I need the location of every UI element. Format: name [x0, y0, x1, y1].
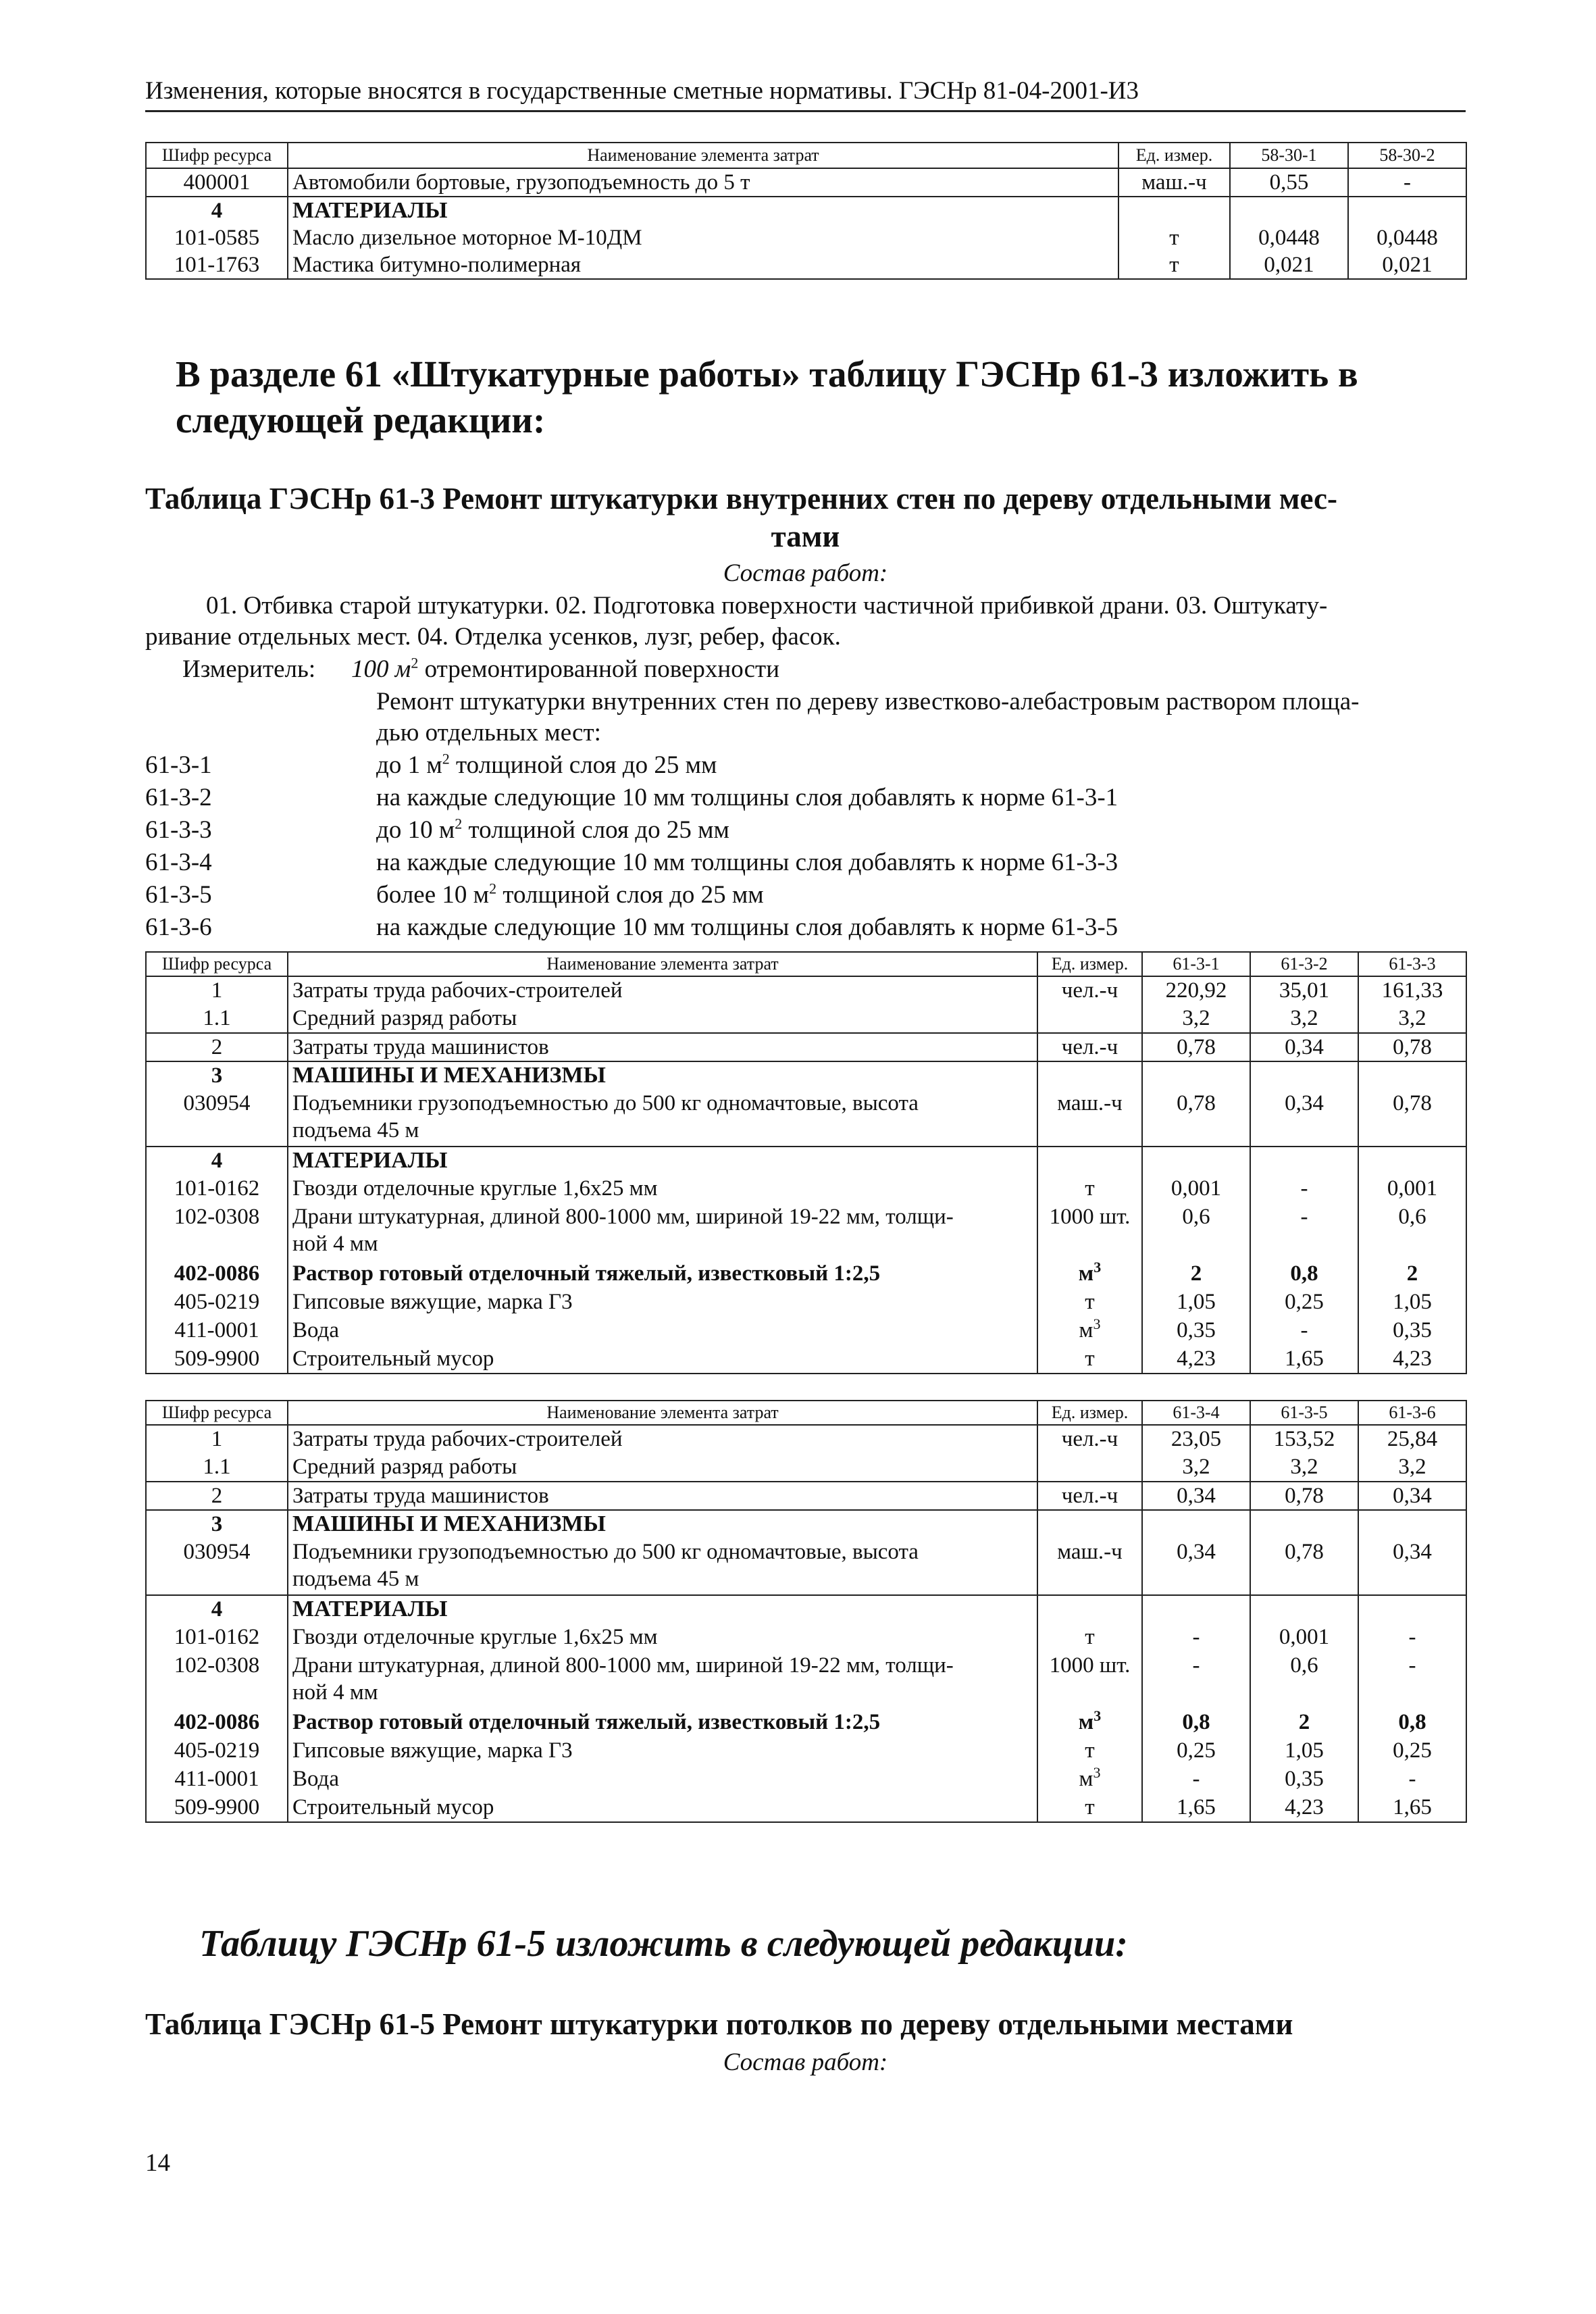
- norm-description: [376, 847, 1118, 878]
- resource-name-line: ной 4 мм: [292, 1680, 378, 1705]
- resource-code: 405-0219: [146, 1288, 288, 1317]
- resource-code: 402-0086: [146, 1260, 288, 1288]
- empty-cell: [1358, 1510, 1466, 1538]
- norm-text: до 1 м: [376, 751, 442, 779]
- running-header: Изменения, которые вносятся в государственные сметные нормативы. ГЭСНр 81-04-2001-И3: [145, 77, 1139, 105]
- table-row: [146, 1624, 1466, 1652]
- resource-value: 0,001: [1142, 1175, 1250, 1203]
- resource-value: 4,23: [1358, 1345, 1466, 1374]
- col-header-unit: Ед. измер.: [1037, 1401, 1142, 1425]
- col-header-name: Наименование элемента затрат: [288, 1401, 1037, 1425]
- empty-cell: [1037, 1147, 1142, 1175]
- section-title: МАТЕРИАЛЫ: [288, 1595, 1037, 1624]
- table-row: [146, 1288, 1466, 1317]
- resource-code: 2: [146, 1033, 288, 1061]
- norms-intro: Ремонт штукатурки внутренних стен по дереву известково-алебастровым раствором площа-: [376, 688, 1360, 715]
- superscript: 3: [1093, 1709, 1102, 1724]
- norm-text: толщиной слоя до 25 мм: [449, 751, 717, 779]
- unit-text: м: [1079, 1318, 1093, 1342]
- resource-name: Затраты труда машинистов: [288, 1482, 1037, 1510]
- norm-text: более 10 м: [376, 881, 490, 909]
- resource-name: Раствор готовый отделочный тяжелый, известковый 1:2,5: [288, 1709, 1037, 1737]
- table-title: Таблица ГЭСНр 61-3 Ремонт штукатурки внутренних стен по дереву отдельными мес-: [145, 482, 1338, 515]
- resource-unit: чел.-ч: [1037, 1482, 1142, 1510]
- table-row: [146, 1175, 1466, 1203]
- table-row: [146, 1203, 1466, 1260]
- resource-value: 0,6: [1358, 1203, 1466, 1260]
- resource-value: -: [1142, 1624, 1250, 1652]
- table-row: [146, 1260, 1466, 1288]
- resource-name: Гвозди отделочные круглые 1,6х25 мм: [288, 1624, 1037, 1652]
- empty-cell: [1250, 1061, 1358, 1090]
- section-title: МАШИНЫ И МЕХАНИЗМЫ: [288, 1061, 1037, 1090]
- composition-label: Состав работ:: [723, 2048, 888, 2076]
- table-row: [146, 1765, 1466, 1794]
- resource-value: 35,01: [1250, 976, 1358, 1005]
- table-row: [146, 1794, 1466, 1822]
- header-rule: [145, 110, 1466, 112]
- resource-name: Масло дизельное моторное М-10ДМ: [288, 224, 1118, 251]
- resource-code: 102-0308: [146, 1203, 288, 1260]
- resource-value: 0,78: [1358, 1033, 1466, 1061]
- resource-value: 0,8: [1142, 1709, 1250, 1737]
- resource-code: 509-9900: [146, 1794, 288, 1822]
- resource-code: 411-0001: [146, 1317, 288, 1345]
- section-title: МАТЕРИАЛЫ: [288, 1147, 1037, 1175]
- table-row: [146, 1425, 1466, 1453]
- section-title: МАШИНЫ И МЕХАНИЗМЫ: [288, 1510, 1037, 1538]
- resource-value: 3,2: [1142, 1453, 1250, 1482]
- resource-value: 0,021: [1230, 251, 1348, 279]
- resource-unit: 1000 шт.: [1037, 1652, 1142, 1709]
- table-row: [146, 1033, 1466, 1061]
- empty-cell: [1250, 1510, 1358, 1538]
- resource-unit: маш.-ч: [1118, 168, 1230, 197]
- superscript: 3: [1093, 1260, 1102, 1276]
- empty-cell: [1358, 1595, 1466, 1624]
- col-header-unit: Ед. измер.: [1037, 952, 1142, 976]
- resource-value: 1,05: [1250, 1737, 1358, 1765]
- section-heading: В разделе 61 «Штукатурные работы» таблицу ГЭСНр 61-3 изложить в следующей редакции:: [176, 353, 1358, 441]
- unit-text: м: [1079, 1767, 1093, 1791]
- table-title: Таблица ГЭСНр 61-5 Ремонт штукатурки потолков по дереву отдельными местами: [145, 2007, 1293, 2041]
- resource-value: 0,6: [1142, 1203, 1250, 1260]
- empty-cell: [1142, 1147, 1250, 1175]
- resource-value: 0,78: [1142, 1090, 1250, 1147]
- table-row: [146, 251, 1466, 279]
- resource-value: -: [1348, 168, 1466, 197]
- resource-value: -: [1250, 1175, 1358, 1203]
- resource-value: 0,25: [1358, 1737, 1466, 1765]
- empty-cell: [1348, 197, 1466, 224]
- table-row: [146, 1317, 1466, 1345]
- resource-value: -: [1250, 1317, 1358, 1345]
- empty-cell: [1230, 197, 1348, 224]
- resource-value: -: [1142, 1765, 1250, 1794]
- resource-name: Раствор готовый отделочный тяжелый, известковый 1:2,5: [288, 1260, 1037, 1288]
- superscript: 2: [455, 815, 463, 832]
- resource-code: 405-0219: [146, 1737, 288, 1765]
- table-row: [146, 976, 1466, 1005]
- resource-value: 0,78: [1142, 1033, 1250, 1061]
- norm-code: 61-3-3: [145, 816, 212, 844]
- meter-value: [351, 654, 779, 685]
- resource-value: 0,34: [1250, 1033, 1358, 1061]
- empty-cell: [1037, 1061, 1142, 1090]
- norm-text: на каждые следующие 10 мм толщины слоя добавлять к норме 61-3-3: [376, 849, 1118, 876]
- table-row: [146, 1005, 1466, 1033]
- section-code: 3: [146, 1061, 288, 1090]
- resource-value: 1,65: [1358, 1794, 1466, 1822]
- section-row: [146, 1061, 1466, 1090]
- resource-value: 161,33: [1358, 976, 1466, 1005]
- resource-code: 2: [146, 1482, 288, 1510]
- empty-cell: [1142, 1510, 1250, 1538]
- resource-value: 4,23: [1250, 1794, 1358, 1822]
- resource-value: 0,35: [1250, 1765, 1358, 1794]
- resource-table-61-3-1-to-3: [145, 951, 1467, 1374]
- resource-name-line: Подъемники грузоподъемностью до 500 кг одномачтовые, высота: [292, 1540, 919, 1564]
- superscript: 2: [442, 750, 450, 768]
- resource-name-line: Драни штукатурная, длиной 800-1000 мм, шириной 19-22 мм, толщи-: [292, 1653, 954, 1678]
- superscript: 2: [411, 654, 419, 672]
- resource-name-line: ной 4 мм: [292, 1232, 378, 1256]
- table-row: [146, 1345, 1466, 1374]
- resource-name: Мастика битумно-полимерная: [288, 251, 1118, 279]
- col-header-norm: 61-3-6: [1358, 1401, 1466, 1425]
- resource-value: -: [1358, 1624, 1466, 1652]
- resource-name-line: подъема 45 м: [292, 1567, 419, 1591]
- resource-value: 0,34: [1250, 1090, 1358, 1147]
- table-row: [146, 1652, 1466, 1709]
- resource-value: 153,52: [1250, 1425, 1358, 1453]
- empty-cell: [1358, 1061, 1466, 1090]
- resource-code: 030954: [146, 1538, 288, 1595]
- composition-label: Состав работ:: [723, 559, 888, 587]
- col-header-norm: 61-3-1: [1142, 952, 1250, 976]
- table-header-row: [146, 952, 1466, 976]
- resource-code: 101-0162: [146, 1175, 288, 1203]
- resource-value: 0,78: [1250, 1482, 1358, 1510]
- col-header-code: Шифр ресурса: [146, 952, 288, 976]
- resource-name-line: подъема 45 м: [292, 1118, 419, 1142]
- col-header-norm: 58-30-2: [1348, 143, 1466, 168]
- section-code: 3: [146, 1510, 288, 1538]
- col-header-norm: 61-3-5: [1250, 1401, 1358, 1425]
- resource-value: 0,0448: [1230, 224, 1348, 251]
- resource-code: 101-1763: [146, 251, 288, 279]
- norms-intro: дью отдельных мест:: [376, 719, 601, 747]
- resource-value: -: [1142, 1652, 1250, 1709]
- resource-value: -: [1250, 1203, 1358, 1260]
- resource-value: 0,8: [1358, 1709, 1466, 1737]
- col-header-norm: 61-3-3: [1358, 952, 1466, 976]
- resource-value: 1,05: [1142, 1288, 1250, 1317]
- resource-name: Вода: [288, 1765, 1037, 1794]
- meter-value-number: 100 м: [351, 655, 411, 683]
- meter-label: Измеритель:: [182, 655, 316, 683]
- norm-text: толщиной слоя до 25 мм: [496, 881, 764, 909]
- section-row: [146, 1595, 1466, 1624]
- resource-name: Строительный мусор: [288, 1794, 1037, 1822]
- resource-name: Гвозди отделочные круглые 1,6х25 мм: [288, 1175, 1037, 1203]
- norm-code: 61-3-1: [145, 751, 212, 779]
- table-header-row: [146, 1401, 1466, 1425]
- empty-cell: [1358, 1147, 1466, 1175]
- top-resource-table: [145, 142, 1467, 280]
- resource-value: 0,6: [1250, 1652, 1358, 1709]
- table-row: [146, 1737, 1466, 1765]
- resource-value: 1,05: [1358, 1288, 1466, 1317]
- resource-value: -: [1358, 1765, 1466, 1794]
- section-row: [146, 197, 1466, 224]
- resource-code: 509-9900: [146, 1345, 288, 1374]
- section-code: 4: [146, 1595, 288, 1624]
- resource-unit: [1037, 1317, 1142, 1345]
- norm-text: до 10 м: [376, 816, 455, 844]
- resource-value: 23,05: [1142, 1425, 1250, 1453]
- resource-table-61-3-4-to-6: [145, 1400, 1467, 1823]
- col-header-norm: 58-30-1: [1230, 143, 1348, 168]
- section-code: 4: [146, 197, 288, 224]
- section-code: 4: [146, 1147, 288, 1175]
- resource-unit: т: [1037, 1175, 1142, 1203]
- empty-cell: [1250, 1595, 1358, 1624]
- meter-value-text: отремонтированной поверхности: [418, 655, 780, 683]
- resource-name: [288, 1203, 1037, 1260]
- resource-unit: маш.-ч: [1037, 1090, 1142, 1147]
- resource-code: 102-0308: [146, 1652, 288, 1709]
- composition-text: ривание отдельных мест. 04. Отделка усенков, лузг, ребер, фасок.: [145, 623, 841, 651]
- resource-code: 1.1: [146, 1453, 288, 1482]
- resource-value: 0,55: [1230, 168, 1348, 197]
- table-row: [146, 224, 1466, 251]
- norm-description: [376, 815, 729, 846]
- col-header-code: Шифр ресурса: [146, 143, 288, 168]
- resource-value: 0,8: [1250, 1260, 1358, 1288]
- resource-value: 3,2: [1250, 1453, 1358, 1482]
- resource-value: 0,78: [1250, 1538, 1358, 1595]
- resource-unit: [1037, 1453, 1142, 1482]
- resource-unit: т: [1037, 1288, 1142, 1317]
- table-row: [146, 1538, 1466, 1595]
- norm-text: на каждые следующие 10 мм толщины слоя добавлять к норме 61-3-1: [376, 784, 1118, 811]
- empty-cell: [1142, 1595, 1250, 1624]
- page-number: 14: [145, 2149, 170, 2177]
- resource-unit: маш.-ч: [1037, 1538, 1142, 1595]
- resource-code: 411-0001: [146, 1765, 288, 1794]
- resource-value: 3,2: [1358, 1005, 1466, 1033]
- col-header-name: Наименование элемента затрат: [288, 952, 1037, 976]
- composition-text: 01. Отбивка старой штукатурки. 02. Подготовка поверхности частичной прибивкой драни. 03. Оштукату-: [206, 592, 1328, 620]
- resource-name: Гипсовые вяжущие, марка Г3: [288, 1737, 1037, 1765]
- resource-value: 0,34: [1142, 1482, 1250, 1510]
- resource-value: 220,92: [1142, 976, 1250, 1005]
- resource-value: 1,65: [1142, 1794, 1250, 1822]
- resource-code: 101-0162: [146, 1624, 288, 1652]
- resource-code: 1: [146, 976, 288, 1005]
- empty-cell: [1037, 1595, 1142, 1624]
- resource-value: 25,84: [1358, 1425, 1466, 1453]
- resource-code: 1.1: [146, 1005, 288, 1033]
- empty-cell: [1037, 1510, 1142, 1538]
- norm-text: толщиной слоя до 25 мм: [462, 816, 729, 844]
- resource-name: Затраты труда машинистов: [288, 1033, 1037, 1061]
- italic-section-heading: Таблицу ГЭСНр 61-5 изложить в следующей редакции:: [199, 1923, 1128, 1965]
- superscript: 3: [1093, 1765, 1101, 1781]
- resource-unit: [1037, 1765, 1142, 1794]
- empty-cell: [1250, 1147, 1358, 1175]
- resource-value: 4,23: [1142, 1345, 1250, 1374]
- table-row: [146, 1090, 1466, 1147]
- resource-value: 0,34: [1142, 1538, 1250, 1595]
- norm-code: 61-3-2: [145, 784, 212, 811]
- resource-unit: т: [1037, 1345, 1142, 1374]
- resource-unit: т: [1037, 1624, 1142, 1652]
- table-header-row: [146, 143, 1466, 168]
- resource-value: 0,78: [1358, 1090, 1466, 1147]
- norm-text: на каждые следующие 10 мм толщины слоя добавлять к норме 61-3-5: [376, 913, 1118, 941]
- resource-unit: 1000 шт.: [1037, 1203, 1142, 1260]
- norm-description: [376, 880, 764, 911]
- resource-unit: т: [1118, 224, 1230, 251]
- resource-unit: [1037, 1005, 1142, 1033]
- table-row: [146, 168, 1466, 197]
- section-title: МАТЕРИАЛЫ: [288, 197, 1118, 224]
- resource-name: Автомобили бортовые, грузоподъемность до 5 т: [288, 168, 1118, 197]
- norm-description: [376, 912, 1118, 943]
- norm-code: 61-3-6: [145, 913, 212, 941]
- resource-value: 0,001: [1250, 1624, 1358, 1652]
- resource-value: 0,34: [1358, 1538, 1466, 1595]
- resource-name: Средний разряд работы: [288, 1005, 1037, 1033]
- resource-name: [288, 1538, 1037, 1595]
- resource-name-line: Подъемники грузоподъемностью до 500 кг одномачтовые, высота: [292, 1091, 919, 1115]
- col-header-unit: Ед. измер.: [1118, 143, 1230, 168]
- resource-name: Затраты труда рабочих-строителей: [288, 1425, 1037, 1453]
- resource-value: 0,25: [1250, 1288, 1358, 1317]
- superscript: 3: [1093, 1317, 1101, 1332]
- resource-value: 2: [1358, 1260, 1466, 1288]
- norm-description: [376, 750, 717, 781]
- resource-value: 0,021: [1348, 251, 1466, 279]
- resource-value: 0,25: [1142, 1737, 1250, 1765]
- table-row: [146, 1453, 1466, 1482]
- resource-code: 400001: [146, 168, 288, 197]
- superscript: 2: [489, 880, 497, 897]
- col-header-name: Наименование элемента затрат: [288, 143, 1118, 168]
- resource-name: Затраты труда рабочих-строителей: [288, 976, 1037, 1005]
- unit-text: м: [1078, 1261, 1094, 1286]
- resource-code: 030954: [146, 1090, 288, 1147]
- table-row: [146, 1709, 1466, 1737]
- table-title-continuation: тами: [771, 520, 840, 553]
- resource-unit: т: [1118, 251, 1230, 279]
- resource-value: 2: [1250, 1709, 1358, 1737]
- resource-unit: [1037, 1260, 1142, 1288]
- resource-value: 0,0448: [1348, 224, 1466, 251]
- resource-name-line: Драни штукатурная, длиной 800-1000 мм, шириной 19-22 мм, толщи-: [292, 1205, 954, 1229]
- resource-value: 2: [1142, 1260, 1250, 1288]
- empty-cell: [1118, 197, 1230, 224]
- resource-value: 3,2: [1142, 1005, 1250, 1033]
- norm-code: 61-3-5: [145, 881, 212, 909]
- resource-name: Средний разряд работы: [288, 1453, 1037, 1482]
- col-header-norm: 61-3-4: [1142, 1401, 1250, 1425]
- norm-description: [376, 782, 1118, 813]
- empty-cell: [1142, 1061, 1250, 1090]
- resource-value: 1,65: [1250, 1345, 1358, 1374]
- resource-unit: чел.-ч: [1037, 1425, 1142, 1453]
- resource-name: [288, 1090, 1037, 1147]
- resource-value: 3,2: [1358, 1453, 1466, 1482]
- resource-unit: т: [1037, 1794, 1142, 1822]
- norm-code: 61-3-4: [145, 849, 212, 876]
- resource-code: 1: [146, 1425, 288, 1453]
- resource-unit: чел.-ч: [1037, 976, 1142, 1005]
- table-row: [146, 1482, 1466, 1510]
- resource-name: Строительный мусор: [288, 1345, 1037, 1374]
- resource-name: [288, 1652, 1037, 1709]
- unit-text: м: [1078, 1710, 1094, 1734]
- resource-unit: чел.-ч: [1037, 1033, 1142, 1061]
- section-row: [146, 1510, 1466, 1538]
- resource-value: 0,35: [1142, 1317, 1250, 1345]
- col-header-code: Шифр ресурса: [146, 1401, 288, 1425]
- resource-value: 0,34: [1358, 1482, 1466, 1510]
- resource-value: 0,35: [1358, 1317, 1466, 1345]
- resource-unit: т: [1037, 1737, 1142, 1765]
- resource-unit: [1037, 1709, 1142, 1737]
- resource-value: 3,2: [1250, 1005, 1358, 1033]
- col-header-norm: 61-3-2: [1250, 952, 1358, 976]
- resource-code: 101-0585: [146, 224, 288, 251]
- resource-name: Вода: [288, 1317, 1037, 1345]
- resource-value: -: [1358, 1652, 1466, 1709]
- resource-value: 0,001: [1358, 1175, 1466, 1203]
- section-row: [146, 1147, 1466, 1175]
- resource-code: 402-0086: [146, 1709, 288, 1737]
- resource-name: Гипсовые вяжущие, марка Г3: [288, 1288, 1037, 1317]
